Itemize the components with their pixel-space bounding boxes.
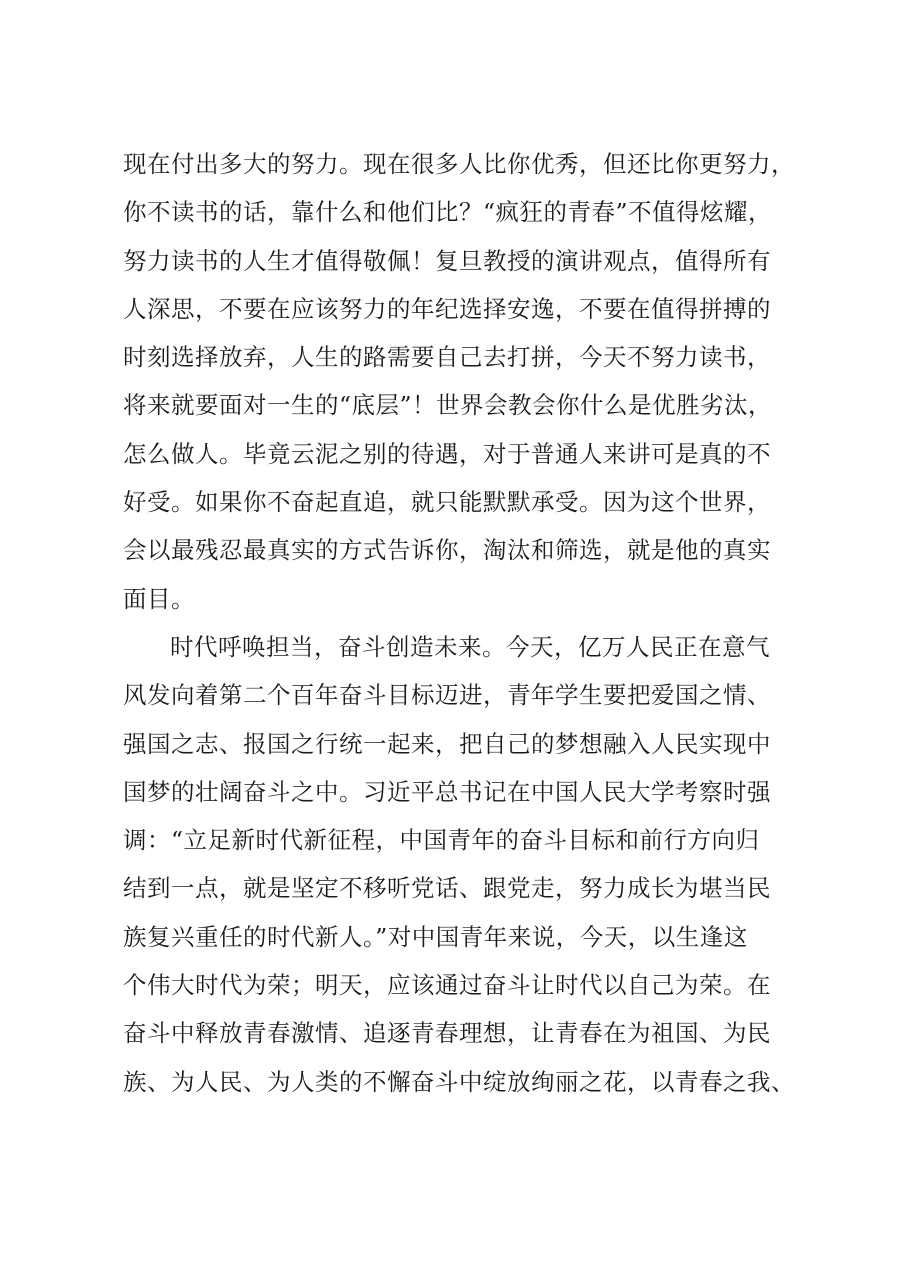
paragraph-line: 将来就要面对一生的“底层”！世界会教会你什么是优胜劣汰，: [123, 391, 773, 420]
paragraph-line: 族、为人民、为人类的不懈奋斗中绽放绚丽之花，以青春之我、: [123, 1067, 795, 1096]
paragraph-line: 好受。如果你不奋起直追，就只能默默承受。因为这个世界，: [123, 488, 771, 517]
paragraph-line: 会以最残忍最真实的方式告诉你，淘汰和筛选，就是他的真实: [123, 536, 771, 565]
paragraph-2: [123, 623, 823, 1106]
document-body: [123, 140, 823, 1106]
paragraph-line: 国梦的壮阔奋斗之中。习近平总书记在中国人民大学考察时强: [123, 777, 771, 806]
paragraph-line: 调：“立足新时代新征程，中国青年的奋斗目标和前行方向归: [123, 826, 760, 855]
paragraph-1: [123, 140, 823, 623]
paragraph-line: 时代呼唤担当，奋斗创造未来。今天，亿万人民正在意气: [170, 632, 770, 661]
paragraph-line: 个伟大时代为荣；明天，应该通过奋斗让时代以自己为荣。在: [123, 971, 771, 1000]
paragraph-line: 人深思，不要在应该努力的年纪选择安逸，不要在值得拼搏的: [123, 294, 771, 323]
paragraph-line: 面目。: [123, 584, 195, 613]
paragraph-line: 风发向着第二个百年奋斗目标迈进，青年学生要把爱国之情、: [123, 681, 771, 710]
paragraph-line: 怎么做人。毕竟云泥之别的待遇，对于普通人来讲可是真的不: [123, 439, 771, 468]
paragraph-line: 族复兴重任的时代新人。”对中国青年来说，今天，以生逢这: [123, 922, 748, 951]
paragraph-line: 你不读书的话，靠什么和他们比？“疯狂的青春”不值得炫耀，: [123, 198, 773, 227]
paragraph-line: 时刻选择放弃，人生的路需要自己去打拼，今天不努力读书，: [123, 343, 771, 372]
paragraph-line: 现在付出多大的努力。现在很多人比你优秀，但还比你更努力，: [123, 150, 795, 178]
paragraph-line: 奋斗中释放青春激情、追逐青春理想，让青春在为祖国、为民: [123, 1019, 771, 1048]
paragraph-line: 强国之志、报国之行统一起来，把自己的梦想融入人民实现中: [123, 729, 771, 758]
paragraph-line: 努力读书的人生才值得敬佩！复旦教授的演讲观点，值得所有: [123, 246, 771, 275]
paragraph-line: 结到一点，就是坚定不移听党话、跟党走，努力成长为堪当民: [123, 874, 771, 903]
